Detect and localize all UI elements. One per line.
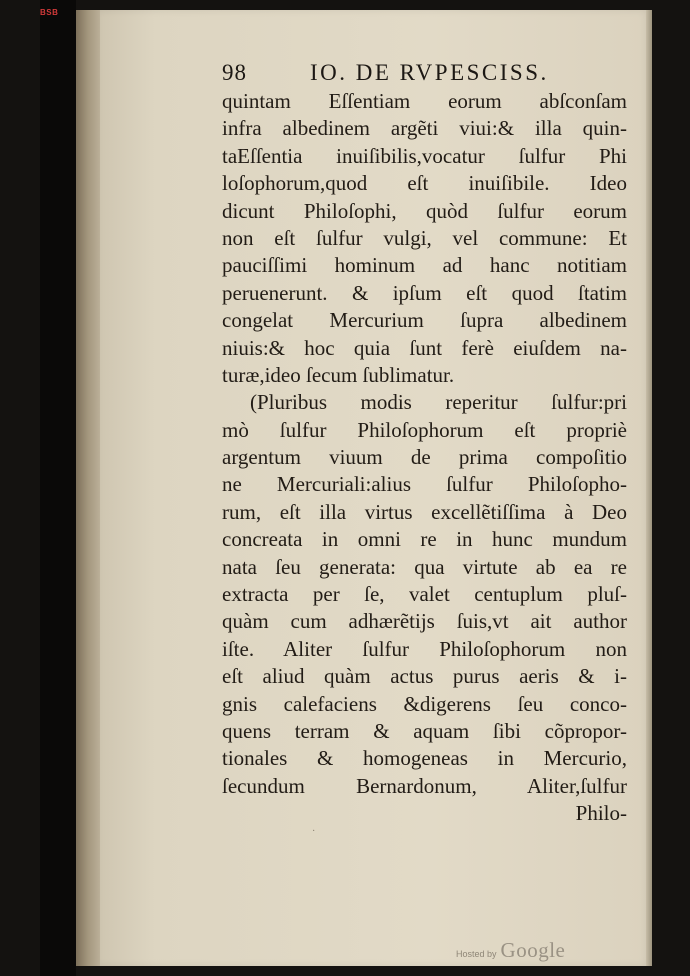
text-line: non eſt ſulfur vulgi, vel commune: Et bbox=[222, 225, 627, 250]
text-line: nata ſeu generata: qua virtute ab ea re bbox=[222, 554, 627, 579]
text-line: gnis calefaciens &digerens ſeu conco- bbox=[222, 691, 627, 716]
paragraph-start-line: (Pluribus modis reperitur ſulfur:pri bbox=[250, 390, 627, 415]
text-line: extracta per ſe, valet centuplum pluſ- bbox=[222, 582, 627, 607]
text-line: congelat Mercurium ſupra albedinem bbox=[222, 308, 627, 333]
hosted-by-label: Hosted by bbox=[456, 949, 497, 959]
text-line: ſecundum Bernardonum, Aliter,ſulfur bbox=[222, 773, 627, 798]
text-line: quens terram & aquam ſibi cõpropor- bbox=[222, 718, 627, 743]
text-line: iſte. Aliter ſulfur Philoſophorum non bbox=[222, 636, 627, 661]
google-logo: Google bbox=[500, 938, 566, 962]
text-line: infra albedinem argẽti viui:& illa quin- bbox=[222, 116, 627, 141]
catchword: Philo- bbox=[575, 801, 627, 826]
text-line: taEſſentia inuiſibilis,vocatur ſulfur Phi bbox=[222, 143, 627, 168]
text-line: rum, eſt illa virtus excellẽtiſſima à Deo bbox=[222, 499, 627, 524]
page-header bbox=[222, 60, 622, 88]
text-line: pauciſſimi hominum ad hanc notitiam bbox=[222, 253, 627, 278]
text-line: tionales & homogeneas in Mercurio, bbox=[222, 746, 627, 771]
text-line: concreata in omni re in hunc mundum bbox=[222, 527, 627, 552]
page-edge bbox=[646, 10, 652, 966]
text-line: quàm cum adhærẽtijs ſuis,vt ait author bbox=[222, 609, 627, 634]
ink-smudge: · bbox=[312, 826, 316, 837]
hosted-by-watermark bbox=[456, 938, 565, 966]
text-line: mò ſulfur Philoſophorum eſt propriè bbox=[222, 417, 627, 442]
running-head: IO. DE RVPESCISS. bbox=[310, 60, 549, 85]
body-text bbox=[222, 88, 627, 828]
text-line: niuis:& hoc quia ſunt ferè eiuſdem na- bbox=[222, 335, 627, 360]
text-line: argentum viuum de prima compoſitio bbox=[222, 445, 627, 470]
page-number: 98 bbox=[222, 60, 247, 85]
text-line: eſt aliud quàm actus purus aeris & i- bbox=[222, 664, 627, 689]
scan-margin bbox=[40, 0, 76, 976]
text-line: peruenerunt. & ipſum eſt quod ſtatim bbox=[222, 280, 627, 305]
text-line: loſophorum,quod eſt inuiſibile. Ideo bbox=[222, 171, 627, 196]
text-line: dicunt Philoſophi, quòd ſulfur eorum bbox=[222, 198, 627, 223]
text-line: quintam Eſſentiam eorum abſconſam bbox=[222, 89, 627, 113]
library-stamp: BSB bbox=[40, 8, 59, 17]
text-line: ne Mercuriali:alius ſulfur Philoſopho- bbox=[222, 472, 627, 497]
text-line: turæ,ideo ſecum ſublimatur. bbox=[222, 362, 455, 387]
